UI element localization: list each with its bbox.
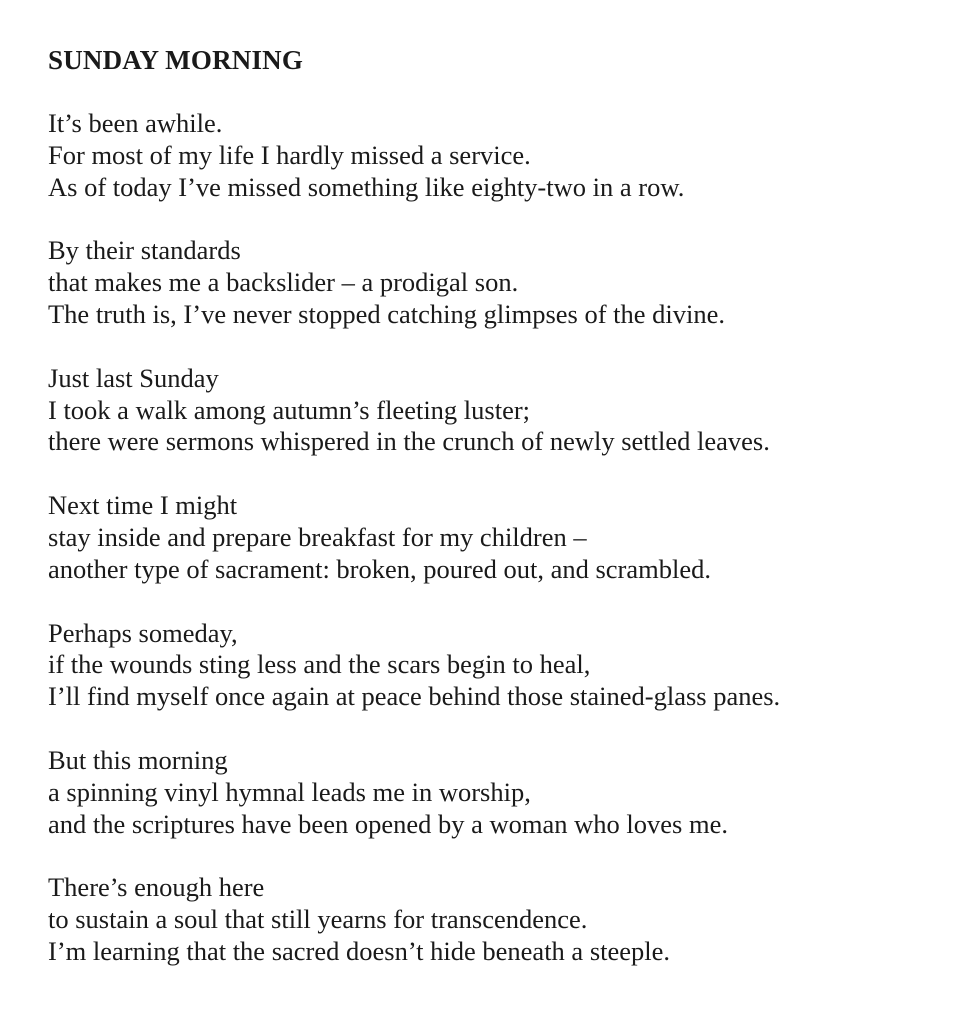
poem-line: that makes me a backslider – a prodigal son. <box>48 267 519 298</box>
stanza-3 <box>48 363 948 458</box>
poem-line: to sustain a soul that still yearns for transcendence. <box>48 904 588 935</box>
stanza-2 <box>48 235 948 330</box>
poem-line: The truth is, I’ve never stopped catching glimpses of the divine. <box>48 298 726 329</box>
poem-title: SUNDAY MORNING <box>48 45 304 75</box>
poem-line: stay inside and prepare breakfast for my children – <box>48 521 587 552</box>
stanza-5 <box>48 618 948 713</box>
poem-line: a spinning vinyl hymnal leads me in worship, <box>48 776 531 807</box>
poem-page <box>48 44 948 1000</box>
poem-line: For most of my life I hardly missed a service. <box>48 139 531 170</box>
poem-line: there were sermons whispered in the crunch of newly settled leaves. <box>48 426 770 457</box>
stanza-4 <box>48 490 948 585</box>
poem-line: and the scriptures have been opened by a woman who loves me. <box>48 808 728 839</box>
poem-line: I’ll find myself once again at peace behind those stained-glass panes. <box>48 681 781 712</box>
poem-line: By their standards <box>48 235 241 266</box>
poem-line: As of today I’ve missed something like eighty-two in a row. <box>48 171 685 202</box>
stanza-1 <box>48 108 948 203</box>
poem-line: Next time I might <box>48 490 238 521</box>
poem-line: I’m learning that the sacred doesn’t hide beneath a steeple. <box>48 935 671 966</box>
poem-line: There’s enough here <box>48 872 265 903</box>
poem-line: Perhaps someday, <box>48 617 238 648</box>
poem-line: Just last Sunday <box>48 362 219 393</box>
stanza-7 <box>48 872 948 967</box>
poem-line: But this morning <box>48 744 228 775</box>
poem-line: another type of sacrament: broken, poured out, and scrambled. <box>48 553 712 584</box>
poem-line: I took a walk among autumn’s fleeting luster; <box>48 394 531 425</box>
poem-line: if the wounds sting less and the scars begin to heal, <box>48 649 591 680</box>
stanza-6 <box>48 745 948 840</box>
poem-line: It’s been awhile. <box>48 108 223 138</box>
